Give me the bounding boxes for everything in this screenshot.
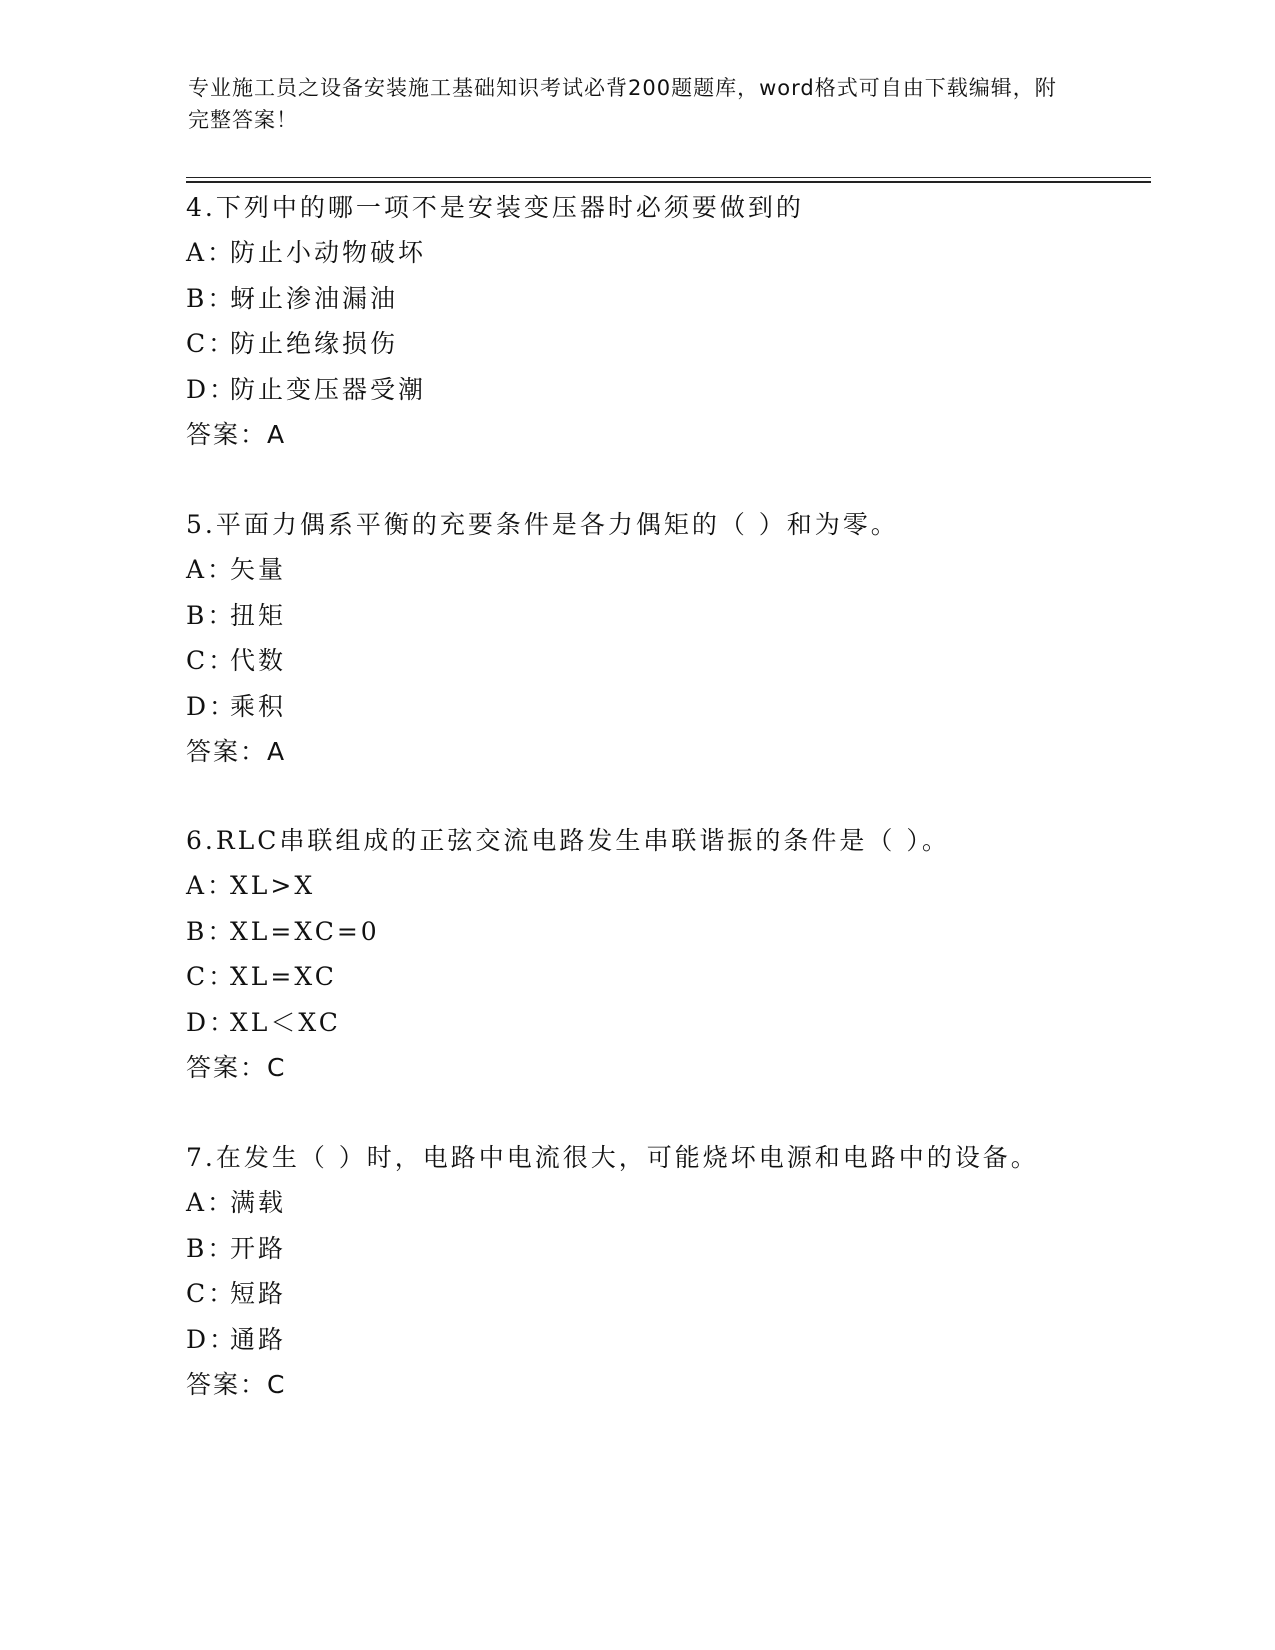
option-letter: B： bbox=[186, 283, 236, 313]
document-header bbox=[188, 72, 1068, 136]
divider-line-thin bbox=[186, 177, 1151, 178]
option-a bbox=[186, 863, 1146, 909]
question-block bbox=[186, 1136, 1146, 1408]
option-letter: C： bbox=[186, 1279, 237, 1308]
option-c bbox=[186, 954, 1146, 1000]
option-text: 防止绝缘损伤 bbox=[230, 329, 399, 358]
option-text: 开路 bbox=[230, 1233, 287, 1263]
option-letter: D： bbox=[186, 691, 238, 721]
question-block bbox=[186, 503, 1146, 775]
option-letter: A： bbox=[186, 871, 236, 900]
answer-value: A bbox=[267, 420, 287, 449]
option-text: 矢量 bbox=[230, 555, 287, 584]
answer-line bbox=[186, 412, 1146, 458]
option-b bbox=[186, 1226, 1146, 1272]
option-c bbox=[186, 321, 1146, 367]
option-d bbox=[186, 367, 1146, 413]
option-a bbox=[186, 547, 1146, 593]
option-text: 代数 bbox=[230, 646, 287, 675]
option-c bbox=[186, 638, 1146, 684]
question-block bbox=[186, 186, 1146, 458]
answer-line bbox=[186, 1045, 1146, 1091]
option-letter: C： bbox=[186, 646, 237, 675]
option-letter: A： bbox=[186, 238, 236, 267]
answer-label: 答案： bbox=[186, 737, 268, 766]
answer-line bbox=[186, 729, 1146, 775]
option-text: 满载 bbox=[230, 1188, 287, 1217]
question-stem: 4.下列中的哪一项不是安装变压器时必须要做到的 bbox=[186, 193, 804, 222]
option-text: 防止变压器受潮 bbox=[230, 374, 427, 404]
option-letter: D： bbox=[186, 374, 238, 404]
question-block bbox=[186, 819, 1146, 1091]
divider-line-thick bbox=[186, 181, 1151, 183]
question-stem: 7.在发生（ ）时，电路中电流很大，可能烧坏电源和电路中的设备。 bbox=[186, 1143, 1039, 1172]
option-c bbox=[186, 1271, 1146, 1317]
option-text: XL=XC bbox=[230, 962, 337, 991]
answer-label: 答案： bbox=[186, 1370, 268, 1399]
option-d bbox=[186, 684, 1146, 730]
answer-value: C bbox=[267, 1053, 287, 1082]
option-text: XL>X bbox=[230, 871, 316, 900]
option-text: 扭矩 bbox=[230, 600, 287, 630]
option-letter: C： bbox=[186, 329, 237, 358]
option-b bbox=[186, 909, 1146, 955]
option-b bbox=[186, 276, 1146, 322]
option-b bbox=[186, 593, 1146, 639]
option-d bbox=[186, 1317, 1146, 1363]
option-text: 通路 bbox=[230, 1324, 287, 1354]
answer-line bbox=[186, 1362, 1146, 1408]
option-letter: B： bbox=[186, 916, 236, 946]
option-text: 防止小动物破坏 bbox=[230, 238, 427, 267]
answer-label: 答案： bbox=[186, 1053, 268, 1082]
option-text: 蚜止渗油漏油 bbox=[230, 283, 399, 313]
answer-value: C bbox=[267, 1370, 287, 1399]
option-text: 短路 bbox=[230, 1279, 287, 1308]
question-stem: 5.平面力偶系平衡的充要条件是各力偶矩的（ ）和为零。 bbox=[186, 510, 899, 539]
option-text: XL＜XC bbox=[230, 1007, 341, 1037]
option-letter: A： bbox=[186, 1188, 236, 1217]
answer-value: A bbox=[267, 737, 287, 766]
document-title: 专业施工员之设备安装施工基础知识考试必背200题题库，word格式可自由下载编辑，附完整答案！ bbox=[188, 76, 1057, 132]
option-a bbox=[186, 230, 1146, 276]
option-a bbox=[186, 1180, 1146, 1226]
option-letter: C： bbox=[186, 962, 237, 991]
option-letter: A： bbox=[186, 555, 236, 584]
header-divider bbox=[186, 177, 1151, 183]
option-text: XL=XC=0 bbox=[230, 916, 380, 946]
option-d bbox=[186, 1000, 1146, 1046]
answer-label: 答案： bbox=[186, 420, 268, 449]
option-text: 乘积 bbox=[230, 691, 287, 721]
option-letter: B： bbox=[186, 600, 236, 630]
option-letter: D： bbox=[186, 1324, 238, 1354]
option-letter: D： bbox=[186, 1007, 238, 1037]
question-stem: 6.RLC串联组成的正弦交流电路发生串联谐振的条件是（ ）。 bbox=[186, 826, 950, 855]
option-letter: B： bbox=[186, 1233, 236, 1263]
